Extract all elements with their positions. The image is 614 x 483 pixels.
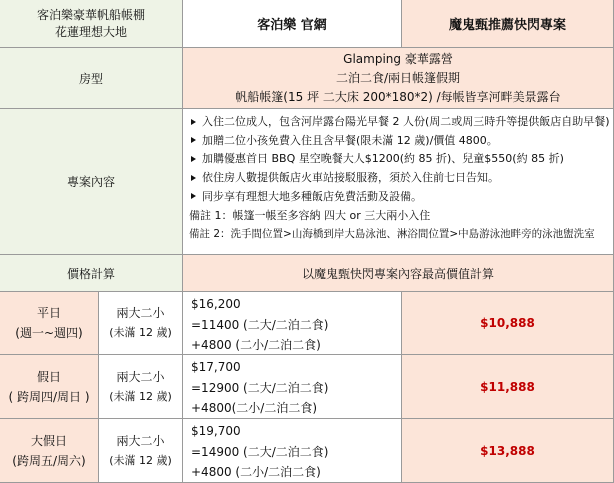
deal-price: $13,888: [402, 419, 614, 483]
price-calc-label: 價格計算: [0, 255, 183, 292]
day-type-name: 大假日: [30, 433, 67, 448]
price-day-type-weekday: [0, 292, 99, 355]
bullet-arrow-icon: [191, 175, 196, 181]
plan-content-label: 專案內容: [0, 109, 183, 255]
official-price-adults: =14900 (二大/二泊二食): [191, 444, 329, 459]
bullet-arrow-icon: [191, 137, 196, 143]
room-type-label: 房型: [0, 48, 183, 109]
official-price-cell: [183, 292, 402, 355]
plan-bullet: 入住二位成人，包含河岸露台陽光早餐 2 人份(周二或周三時升等提供飯店自助早餐): [189, 113, 613, 132]
deal-price: $10,888: [402, 292, 614, 355]
day-type-name: 平日: [36, 306, 61, 320]
plan-note-1: 備註 1：帳篷一帳至多容納 四大 or 三大兩小入住: [189, 208, 431, 222]
guest-count-note: (未滿 12 歲): [109, 389, 172, 403]
room-type-line3: 帆船帳篷(15 坪 二大床 200*180*2) /每帳皆享河畔美景露台: [235, 89, 561, 104]
price-day-type-peak: [0, 419, 99, 483]
day-type-name: 假日: [36, 369, 61, 384]
price-calc-note: 以魔鬼甄快閃專案內容最高價值計算: [183, 255, 614, 292]
official-price-total: $16,200: [191, 297, 241, 311]
header-venue-location: 花蓮理想大地: [54, 24, 127, 39]
room-type-line1: Glamping 豪華露營: [343, 51, 453, 66]
official-price-children: +4800(二小/二泊二食): [191, 401, 318, 415]
day-type-range: ( 跨周四/周日 ): [8, 389, 90, 404]
official-price-cell: [183, 355, 402, 419]
official-price-cell: [183, 419, 402, 483]
official-price-children: +4800 (二小/二泊二食): [191, 338, 321, 352]
official-price-total: $19,700: [191, 424, 241, 438]
bullet-arrow-icon: [191, 119, 196, 125]
room-type-line2: 二泊二食/兩日帳篷假期: [335, 70, 461, 85]
price-day-type-weekend: [0, 355, 99, 419]
official-price-total: $17,700: [191, 360, 241, 374]
day-type-range: (跨周五/周六): [12, 453, 86, 468]
plan-note-2: 備註 2：洗手間位置>山海橋到岸大島泳池、淋浴間位置>中島游泳池畔旁的泳池盥洗室: [189, 228, 595, 241]
header-official-site: 客泊樂 官網: [183, 0, 402, 48]
header-venue-cell: [0, 0, 183, 48]
deal-price: $11,888: [402, 355, 614, 419]
guest-count-note: (未滿 12 歲): [109, 453, 172, 467]
room-type-details: [183, 48, 614, 109]
guest-count: 兩大二小: [116, 433, 165, 448]
plan-bullet: 依住房人數提供飯店火車站接駁服務，須於入住前七日告知。: [189, 169, 613, 188]
plan-bullet: 加購優惠首日 BBQ 星空晚餐大人$1200(約 85 折)、兒童$550(約 85 折): [189, 150, 613, 169]
plan-content-list: [183, 109, 614, 255]
header-venue-name: 客泊樂豪華帆船帳棚: [36, 7, 145, 22]
header-promo-title: 魔鬼甄推薦快閃專案: [402, 0, 614, 48]
official-price-adults: =12900 (二大/二泊二食): [191, 380, 329, 395]
day-type-range: (週一~週四): [15, 326, 83, 340]
plan-bullet: 同步享有理想大地多種飯店免費活動及設備。: [189, 188, 613, 207]
guest-count: 兩大二小: [116, 369, 165, 384]
guest-count-cell: [99, 419, 183, 483]
guest-count-note: (未滿 12 歲): [109, 326, 172, 339]
guest-count: 兩大二小: [116, 306, 165, 320]
official-price-adults: =11400 (二大/二泊二食): [191, 317, 329, 332]
guest-count-cell: [99, 292, 183, 355]
official-price-children: +4800 (二小/二泊二食): [191, 465, 321, 479]
guest-count-cell: [99, 355, 183, 419]
bullet-arrow-icon: [191, 193, 196, 199]
bullet-arrow-icon: [191, 156, 196, 162]
plan-bullet: 加贈二位小孩免費入住且含早餐(限未滿 12 歲)/價值 4800。: [189, 132, 613, 151]
